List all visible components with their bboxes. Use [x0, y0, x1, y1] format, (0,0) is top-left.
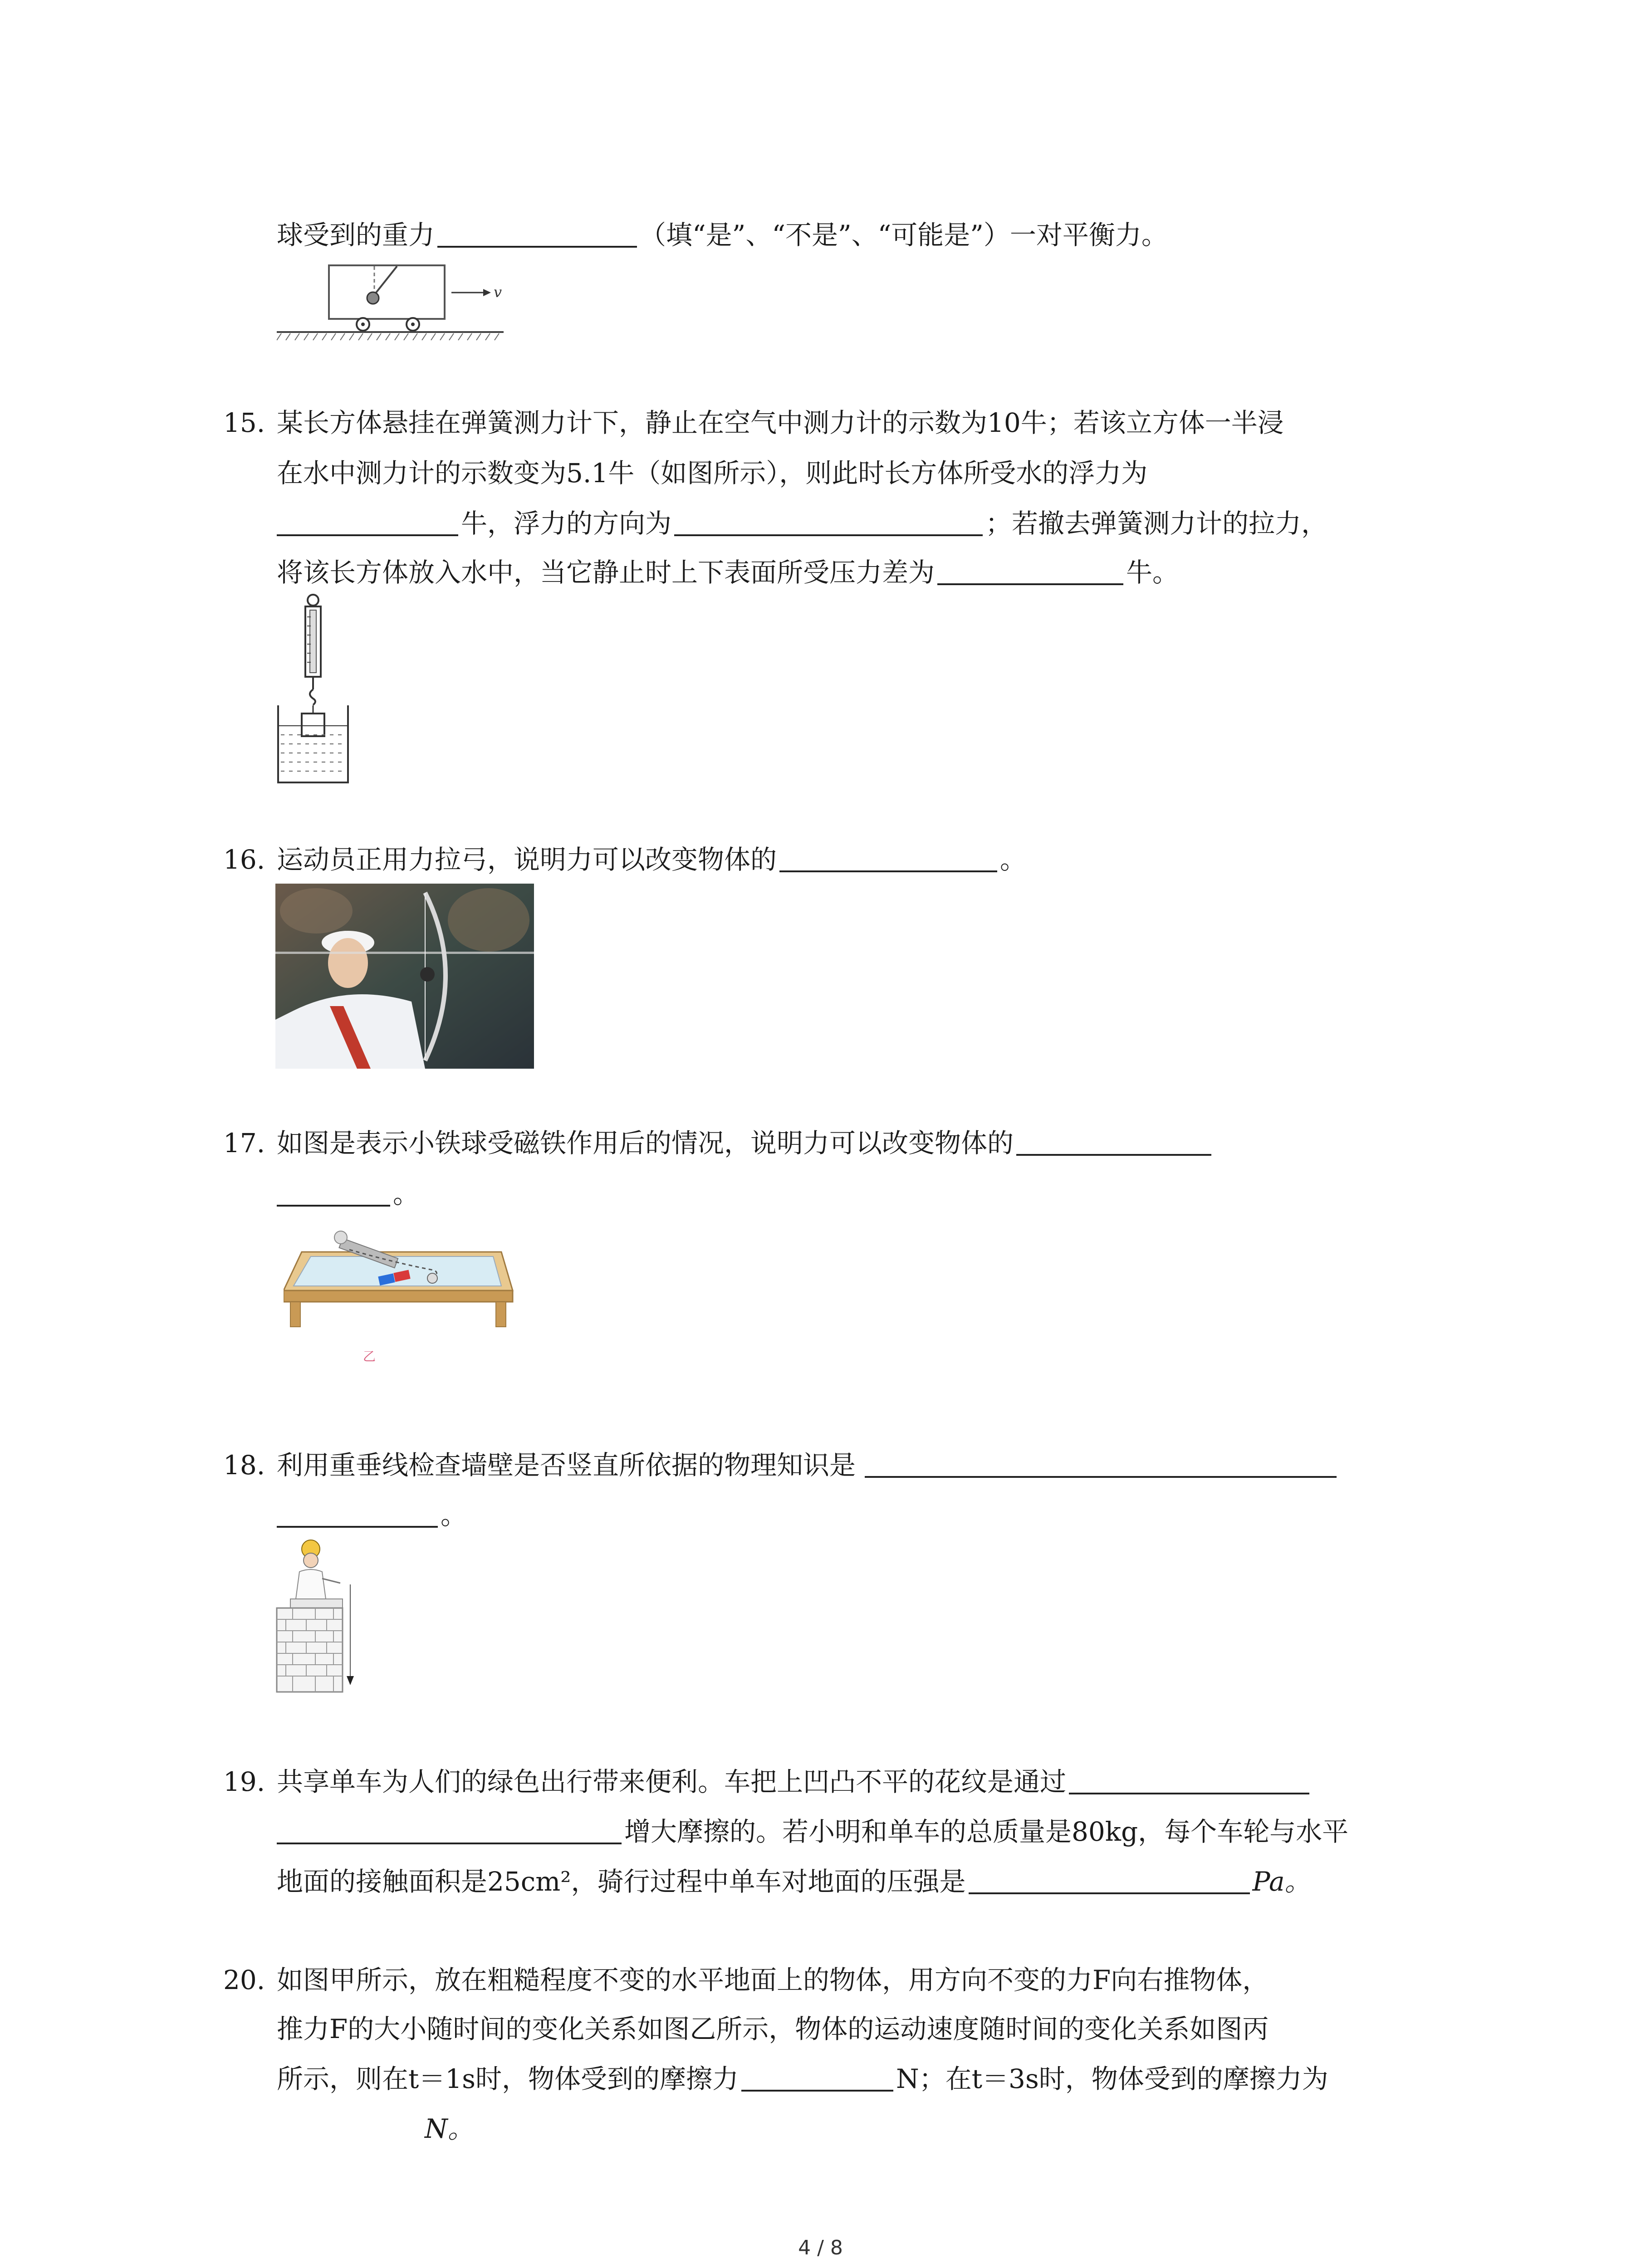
q18-text-post: 。 [441, 1500, 467, 1530]
q19-text-2: 增大摩擦的。若小明和单车的总质量是80kg，每个车轮与水平 [624, 1816, 1349, 1847]
page-number: 4 / 8 [798, 2236, 843, 2259]
q15-blank-1[interactable] [277, 507, 458, 536]
q14-text: 球受到的重力 [277, 220, 435, 250]
q17-blank-2[interactable] [277, 1178, 390, 1207]
q19-line-3 [277, 1863, 1311, 1900]
q15-text-3a: 牛，浮力的方向为 [461, 508, 672, 539]
q19-blank-1[interactable] [1069, 1765, 1309, 1794]
q17-text: 如图是表示小铁球受磁铁作用后的情况，说明力可以改变物体的 [277, 1128, 1014, 1158]
q17-number: 17. [223, 1128, 265, 1158]
q15-number: 15. [223, 407, 265, 438]
q20-number: 20. [223, 1965, 265, 1995]
q18-text: 利用重垂线检查墙壁是否竖直所依据的物理知识是 [277, 1450, 856, 1481]
q15-text-2: 在水中测力计的示数变为5.1牛（如图所示），则此时长方体所受水的浮力为 [277, 458, 1148, 489]
spring-scale-figure [274, 592, 352, 787]
q19-blank-3[interactable] [969, 1865, 1250, 1894]
q18-line-2 [277, 1497, 467, 1533]
q15-line-3 [277, 505, 1327, 542]
archer-photo [275, 884, 534, 1069]
q20-text-3a: 所示，则在t＝1s时，物体受到的摩擦力 [277, 2063, 739, 2094]
q15-blank-2[interactable] [674, 507, 983, 536]
q17-line-2 [277, 1176, 419, 1212]
q18-blank-2[interactable] [277, 1499, 438, 1528]
q20-text-2: 推力F的大小随时间的变化关系如图乙所示，物体的运动速度随时间的变化关系如图丙 [277, 2014, 1269, 2044]
magnet-ball-figure [284, 1220, 519, 1365]
figure-yi-label: 乙 [363, 1349, 376, 1364]
q20-line-2 [277, 2011, 1269, 2047]
q19-text-3b: Pa。 [1252, 1866, 1311, 1897]
q19-blank-2[interactable] [277, 1815, 622, 1844]
q15-blank-3[interactable] [937, 556, 1123, 585]
q15-text-4b: 牛。 [1126, 557, 1179, 588]
q16-line-1 [223, 841, 1026, 878]
q16-text: 运动员正用力拉弓，说明力可以改变物体的 [277, 844, 777, 875]
q20-text-4: N。 [425, 2113, 474, 2144]
q16-number: 16. [223, 844, 265, 875]
q20-text-3b: N；在t＝3s时，物体受到的摩擦力为 [896, 2063, 1328, 2094]
q19-number: 19. [223, 1766, 265, 1797]
q19-line-2 [277, 1813, 1348, 1850]
q17-line-1 [223, 1125, 1214, 1161]
q20-line-1 [223, 1962, 1269, 1998]
q17-blank-1[interactable] [1016, 1127, 1211, 1156]
q19-text-1: 共享单车为人们的绿色出行带来便利。车把上凹凸不平的花纹是通过 [277, 1766, 1067, 1797]
q16-text-post: 。 [1000, 844, 1027, 875]
q14-line-1 [277, 217, 1168, 253]
q20-line-3 [277, 2061, 1328, 2097]
q20-blank-1[interactable] [741, 2063, 893, 2092]
q19-line-1 [223, 1764, 1312, 1800]
q15-text-1: 某长方体悬挂在弹簧测力计下，静止在空气中测力计的示数为10牛；若该立方体一半浸 [277, 407, 1284, 438]
q15-line-2 [277, 455, 1147, 491]
plumb-line-wall-figure [272, 1535, 363, 1694]
q15-text-3b: ；若撤去弹簧测力计的拉力， [985, 508, 1328, 539]
cart-pendulum-figure [277, 261, 513, 354]
q14-blank[interactable] [437, 219, 637, 248]
q18-blank-1[interactable] [865, 1449, 1337, 1478]
q16-blank[interactable] [779, 843, 997, 872]
q18-line-1 [223, 1447, 1339, 1483]
velocity-label: v [494, 284, 502, 301]
q17-text-post: 。 [393, 1178, 420, 1209]
q14-text-post: （填“是”、“不是”、“可能是”）一对平衡力。 [640, 220, 1168, 250]
q15-line-4 [277, 554, 1179, 591]
q20-blank-2[interactable] [277, 2112, 422, 2141]
q15-line-1 [223, 405, 1284, 441]
q20-line-4 [277, 2111, 474, 2147]
q15-text-4a: 将该长方体放入水中，当它静止时上下表面所受压力差为 [277, 557, 935, 588]
q18-number: 18. [223, 1450, 265, 1481]
q20-text-1: 如图甲所示，放在粗糙程度不变的水平地面上的物体，用方向不变的力F向右推物体， [277, 1965, 1269, 1995]
q19-text-3a: 地面的接触面积是25cm²，骑行过程中单车对地面的压强是 [277, 1866, 966, 1897]
